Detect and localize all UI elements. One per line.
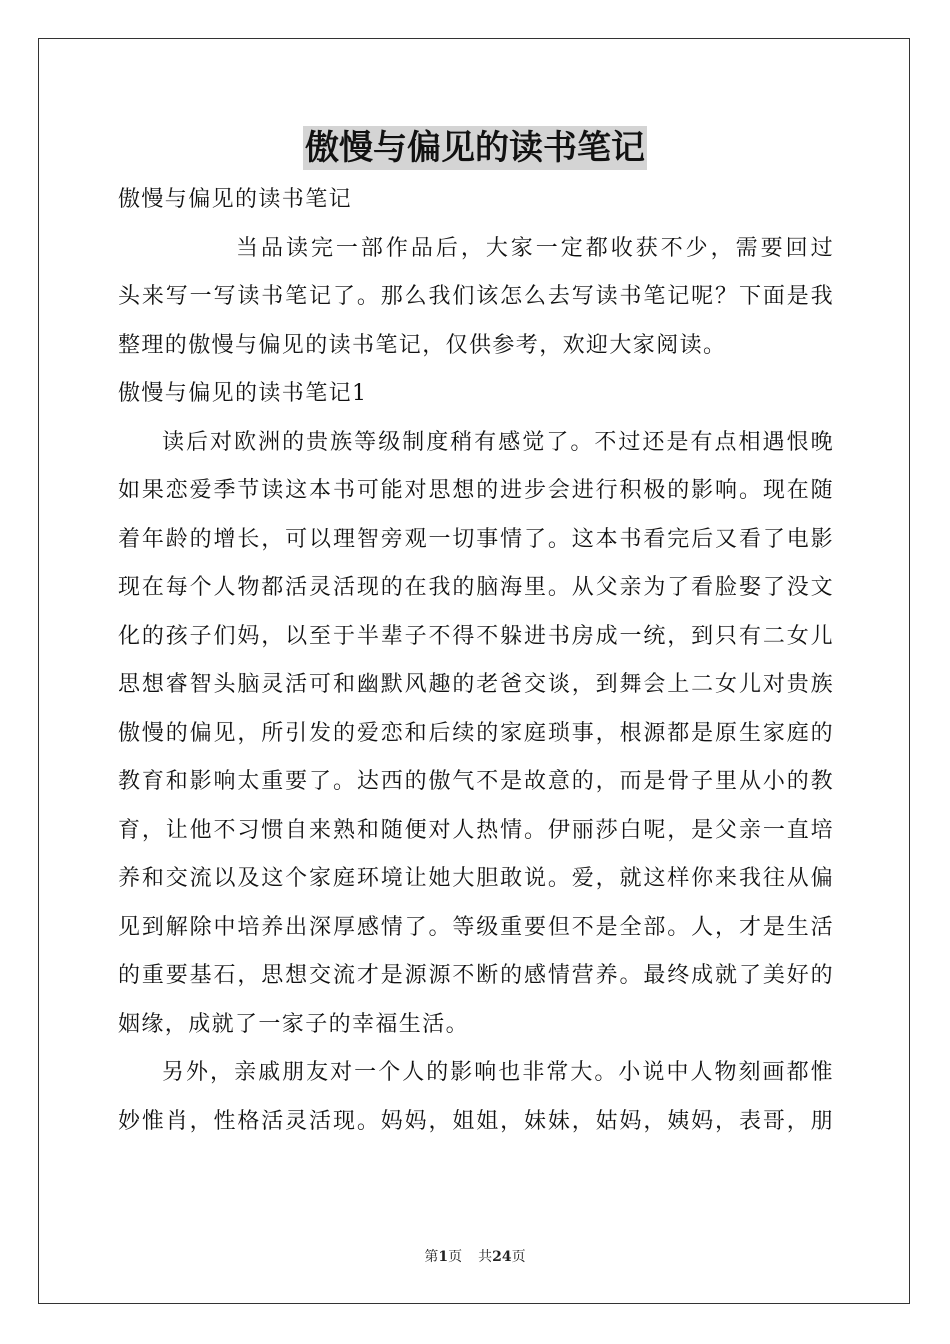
text-line: 思想睿智头脑灵活可和幽默风趣的老爸交谈，到舞会上二女儿对贵族 — [118, 672, 834, 697]
footer-page-prefix: 第 — [424, 1249, 439, 1265]
text-line: 着年龄的增长，可以理智旁观一切事情了。这本书看完后又看了电影 — [118, 526, 834, 552]
text-line: 妙惟肖，性格活灵活现。妈妈，姐姐，妹妹，姑妈，姨妈，表哥，朋 — [118, 1108, 834, 1134]
text-line: 育，让他不习惯自来熟和随便对人热情。伊丽莎白呢，是父亲一直培 — [118, 817, 834, 843]
section-heading: 傲慢与偏见的读书笔记 — [118, 187, 353, 212]
footer-total-prefix: 共 — [478, 1249, 493, 1265]
text-line: 傲慢的偏见，所引发的爱恋和后续的家庭琐事，根源都是原生家庭的 — [118, 720, 834, 746]
page-footer — [0, 1246, 950, 1266]
text-line: 教育和影响太重要了。达西的傲气不是故意的，而是骨子里从小的教 — [118, 769, 834, 794]
text-line: 见到解除中培养出深厚感情了。等级重要但不是全部。人，才是生活 — [118, 914, 834, 940]
text-line: 读后对欧洲的贵族等级制度稍有感觉了。不过还是有点相遇恨晚 — [162, 429, 834, 455]
text-line: 头来写一写读书笔记了。那么我们该怎么去写读书笔记呢？下面是我 — [118, 284, 834, 309]
text-line: 姻缘，成就了一家子的幸福生活。 — [118, 1011, 470, 1037]
text-line: 另外，亲戚朋友对一个人的影响也非常大。小说中人物刻画都惟 — [162, 1060, 834, 1085]
text-line: 现在每个人物都活灵活现的在我的脑海里。从父亲为了看脸娶了没文 — [118, 575, 834, 600]
title-container — [0, 126, 950, 170]
text-line: 的重要基石，思想交流才是源源不断的感情营养。最终成就了美好的 — [118, 963, 834, 988]
section-heading: 傲慢与偏见的读书笔记1 — [118, 381, 368, 406]
text-line: 整理的傲慢与偏见的读书笔记，仅供参考，欢迎大家阅读。 — [118, 332, 727, 358]
footer-total-suffix: 页 — [511, 1249, 526, 1265]
text-line: 如果恋爱季节读这本书可能对思想的进步会进行积极的影响。现在随 — [118, 478, 834, 503]
document-title: 傲慢与偏见的读书笔记 — [305, 128, 645, 168]
text-line: 当品读完一部作品后，大家一定都收获不少，需要回过 — [236, 235, 834, 261]
footer-page-suffix: 页 — [448, 1249, 463, 1265]
footer-total-pages: 24 — [492, 1249, 512, 1265]
footer-page-number: 1 — [438, 1249, 449, 1265]
text-line: 养和交流以及这个家庭环境让她大胆敢说。爱，就这样你来我往从偏 — [118, 866, 834, 891]
text-line: 化的孩子们妈，以至于半辈子不得不躲进书房成一统，到只有二女儿 — [118, 623, 834, 649]
document-body — [118, 176, 834, 1146]
